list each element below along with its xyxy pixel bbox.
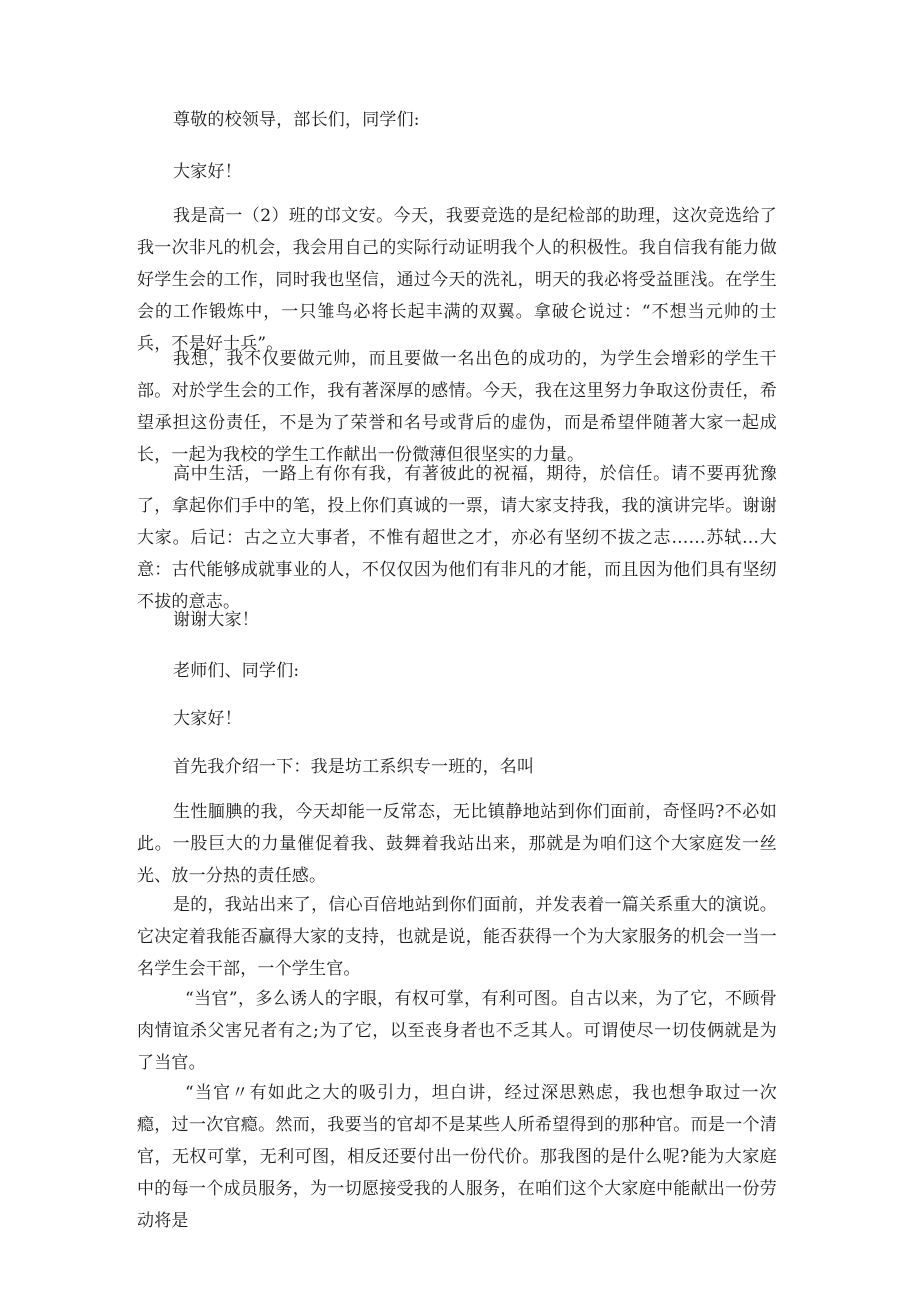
salutation: 老师们、同学们: (173, 661, 300, 681)
body-paragraph: 我想，我不仅要做元帅，而且要做一名出色的成功的，为学生会增彩的学生干部。对於学生会的工作，我有著深厚的感情。今天，我在这里努力争取这份责任，希望承担这份责任，不是为了荣誉和名号或背后的虚伪，而是希望伴随著大家一起成长，一起为我校的学生工作献出一份微薄但很坚实的力量。 (137, 349, 777, 465)
closing-thanks: 谢谢大家！ (173, 610, 259, 630)
body-paragraph: 生性腼腆的我，今天却能一反常态，无比镇静地站到你们面前，奇怪吗?不必如此。一股巨大的力量催促着我、鼓舞着我站出来，那就是为咱们这个大家庭发一丝光、放一分热的责任感。 (137, 802, 777, 886)
body-paragraph: 是的，我站出来了，信心百倍地站到你们面前，并发表着一篇关系重大的演说。它决定着我能否赢得大家的支持，也就是说，能否获得一个为大家服务的机会一当一名学生会干部，一个学生官。 (137, 895, 777, 979)
body-paragraph: 首先我介绍一下：我是坊工系织专一班的，名叫 (173, 757, 535, 777)
greeting: 大家好！ (173, 709, 242, 729)
body-paragraph: 高中生活，一路上有你有我，有著彼此的祝福，期待，於信任。请不要再犹豫了，拿起你们手中的笔，投上你们真诚的一票，请大家支持我，我的演讲完毕。谢谢大家。后记：古之立大事者，不惟有超世之才，亦必有坚纫不拔之志……苏轼…大意：古代能够成就事业的人，不仅仅因为他们有非凡的才能，而且因为他们具有坚纫不拔的意志。 (137, 464, 777, 612)
body-paragraph: “当官〃有如此之大的吸引力，坦白讲，经过深思熟虑，我也想争取过一次瘾，过一次官瘾。然而，我要当的官却不是某些人所希望得到的那种官。而是一个清官，无权可掌，无利可图，相反还要付出一份代价。那我图的是什么呢?能为大家庭中的每一个成员服务，为一切愿接受我的人服务，在咱们这个大家庭中能献出一份劳动将是 (137, 1083, 777, 1231)
greeting: 大家好！ (173, 162, 242, 182)
body-paragraph: 我是高一（2）班的邙文安。今天，我要竞选的是纪检部的助理，这次竞选给了我一次非凡的机会，我会用自己的实际行动证明我个人的积极性。我自信我有能力做好学生会的工作，同时我也坚信，通过今天的洗礼，明天的我必将受益匪浅。在学生会的工作锻炼中，一只雏鸟必将长起丰满的双翼。拿破仑说过：“不想当元帅的士兵，不是好士兵”。 (137, 206, 777, 354)
salutation: 尊敬的校领导，部长们，同学们: (173, 110, 420, 130)
body-paragraph: “当官”，多么诱人的字眼，有权可掌，有利可图。自古以来，为了它，不顾骨肉情谊杀父害兄者有之;为了它，以至丧身者也不乏其人。可谓使尽一切伎俩就是为了当官。 (137, 989, 777, 1073)
